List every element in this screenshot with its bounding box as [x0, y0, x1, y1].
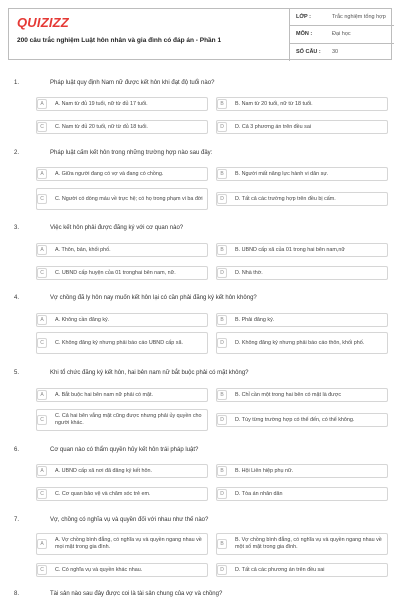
option-b[interactable] [216, 243, 388, 257]
meta-key: SỐ CÂU : [296, 49, 321, 56]
option-text: B. Vợ chồng bình đẳng, có nghĩa vụ và quyền ngang nhau về một số mặt trong gia đình. [235, 537, 382, 550]
option-text: B. Nam từ 20 tuổi, nữ từ 18 tuổi. [235, 100, 313, 107]
option-text: A. Bắt buộc hai bên nam nữ phải có mặt. [55, 391, 154, 398]
option-d[interactable] [216, 487, 388, 501]
option-text: B. Chỉ cần một trong hai bên có mặt là được [235, 391, 342, 398]
question-number: 1. [14, 80, 20, 86]
meta-key: LỚP : [296, 14, 311, 21]
option-text: D. Tất cả các phương án trên đều sai [235, 566, 325, 573]
option-letter: C [37, 122, 47, 132]
option-letter: B [217, 169, 227, 179]
option-letter: B [217, 539, 227, 549]
question-number: 2. [14, 150, 20, 156]
option-c[interactable] [36, 266, 208, 280]
option-letter: B [217, 390, 227, 400]
option-b[interactable] [216, 533, 388, 555]
option-letter: C [37, 565, 47, 575]
option-letter: B [217, 99, 227, 109]
option-b[interactable] [216, 313, 388, 327]
option-letter: B [217, 315, 227, 325]
option-letter: D [217, 415, 227, 425]
option-letter: D [217, 489, 227, 499]
meta-row-count [290, 44, 394, 61]
meta-value: Đại học [332, 31, 351, 38]
question-text: Pháp luật quy định Nam nữ được kết hôn khi đạt độ tuổi nào? [50, 80, 215, 86]
question-text: Cơ quan nào có thẩm quyền hủy kết hôn trái pháp luật? [50, 447, 199, 453]
option-d[interactable] [216, 266, 388, 280]
option-c[interactable] [36, 487, 208, 501]
option-a[interactable] [36, 464, 208, 478]
option-text: B. Hội Liên hiệp phụ nữ. [235, 467, 294, 474]
question-number: 5. [14, 370, 20, 376]
option-c[interactable] [36, 188, 208, 210]
option-a[interactable] [36, 388, 208, 402]
question-text: Khi tổ chức đăng ký kết hôn, hai bên nam nữ bắt buộc phải có mặt không? [50, 370, 249, 376]
option-letter: D [217, 565, 227, 575]
option-a[interactable] [36, 243, 208, 257]
option-letter: C [37, 489, 47, 499]
option-letter: A [37, 539, 47, 549]
option-letter: D [217, 338, 227, 348]
question-text: Việc kết hôn phải được đăng ký với cơ quan nào? [50, 225, 184, 231]
option-text: C. Cơ quan bảo vệ và chăm sóc trẻ em. [55, 490, 151, 497]
meta-table [289, 9, 394, 61]
option-d[interactable] [216, 120, 388, 134]
option-b[interactable] [216, 167, 388, 181]
document-title: 200 câu trắc nghiệm Luật hôn nhân và gia đình có đáp án - Phần 1 [17, 37, 222, 44]
option-letter: A [37, 315, 47, 325]
option-d[interactable] [216, 413, 388, 427]
option-text: A. Vợ chồng bình đẳng, có nghĩa vụ và quyền ngang nhau về mọi mặt trong gia đình. [55, 537, 202, 550]
worksheet-header [8, 8, 392, 60]
option-d[interactable] [216, 332, 388, 354]
option-text: C. Người có dòng máu về trực hệ; có họ trong phạm vi ba đời [55, 195, 203, 202]
question-text: Vợ, chồng có nghĩa vụ và quyền đối với nhau như thế nào? [50, 517, 209, 523]
option-letter: C [37, 338, 47, 348]
question-number: 8. [14, 591, 20, 597]
meta-row-subject [290, 26, 394, 43]
option-text: D. Cả 3 phương án trên đều sai [235, 123, 312, 130]
option-c[interactable] [36, 563, 208, 577]
quizizz-logo: QUIZIZZ [17, 15, 69, 30]
option-text: A. Giữa người đang có vợ và đang có chồng. [55, 170, 164, 177]
option-text: B. Phải đăng ký. [235, 316, 275, 323]
option-a[interactable] [36, 313, 208, 327]
option-text: B. Người mất năng lực hành vi dân sự. [235, 170, 329, 177]
option-letter: C [37, 415, 47, 425]
option-c[interactable] [36, 332, 208, 354]
option-text: A. UBND cấp xã nơi đã đăng ký kết hôn. [55, 467, 153, 474]
option-letter: A [37, 99, 47, 109]
option-b[interactable] [216, 464, 388, 478]
option-letter: A [37, 169, 47, 179]
option-text: D. Tất cả các trường hợp trên đều bị cấm. [235, 195, 336, 202]
question-text: Vợ chồng đã ly hôn nay muốn kết hôn lại có cần phải đăng ký kết hôn không? [50, 295, 257, 301]
option-letter: D [217, 268, 227, 278]
option-c[interactable] [36, 120, 208, 134]
option-b[interactable] [216, 97, 388, 111]
question-number: 6. [14, 447, 20, 453]
option-text: D. Không đăng ký nhưng phải báo cáo thôn, khối phố. [235, 339, 365, 346]
meta-key: MÔN : [296, 31, 313, 38]
option-d[interactable] [216, 192, 388, 206]
option-text: C. Có nghĩa vụ và quyền khác nhau. [55, 566, 143, 573]
option-letter: A [37, 390, 47, 400]
option-a[interactable] [36, 533, 208, 555]
option-text: D. Nhà thờ. [235, 269, 263, 276]
meta-value: Trắc nghiệm tổng hợp [332, 14, 386, 21]
question-text: Tài sản nào sau đây được coi là tài sản chung của vợ và chồng? [50, 591, 223, 597]
option-text: B. UBND cấp xã của 01 trong hai bên nam,nữ [235, 246, 345, 253]
option-b[interactable] [216, 388, 388, 402]
option-c[interactable] [36, 409, 208, 431]
option-d[interactable] [216, 563, 388, 577]
meta-row-class [290, 9, 394, 26]
option-letter: A [37, 466, 47, 476]
option-text: C. Không đăng ký nhưng phải báo cáo UBND cấp xã. [55, 339, 183, 346]
option-letter: B [217, 245, 227, 255]
option-text: C. UBND cấp huyện của 01 tronghai bên nam, nữ. [55, 269, 176, 276]
option-letter: C [37, 194, 47, 204]
option-text: D. Tùy từng trường hợp có thể đến, có thể không. [235, 416, 355, 423]
option-text: A. Nam từ đủ 19 tuổi, nữ từ đủ 17 tuổi. [55, 100, 148, 107]
option-letter: D [217, 122, 227, 132]
option-a[interactable] [36, 167, 208, 181]
question-number: 4. [14, 295, 20, 301]
option-text: C. Cả hai bên vắng mặt cũng được nhưng phải ủy quyền cho người khác. [55, 413, 202, 426]
option-text: A. Thôn, bản, khối phố. [55, 246, 111, 253]
option-letter: C [37, 268, 47, 278]
meta-value: 30 [332, 49, 339, 56]
option-letter: D [217, 194, 227, 204]
option-letter: A [37, 245, 47, 255]
option-text: C. Nam từ đủ 20 tuổi, nữ từ đủ 18 tuổi. [55, 123, 148, 130]
question-number: 7. [14, 517, 20, 523]
question-number: 3. [14, 225, 20, 231]
option-text: D. Tòa án nhân dân [235, 490, 283, 497]
option-letter: B [217, 466, 227, 476]
question-text: Pháp luật cấm kết hôn trong những trường hợp nào sau đây: [50, 150, 213, 156]
option-text: A. Không cần đăng ký. [55, 316, 110, 323]
option-a[interactable] [36, 97, 208, 111]
